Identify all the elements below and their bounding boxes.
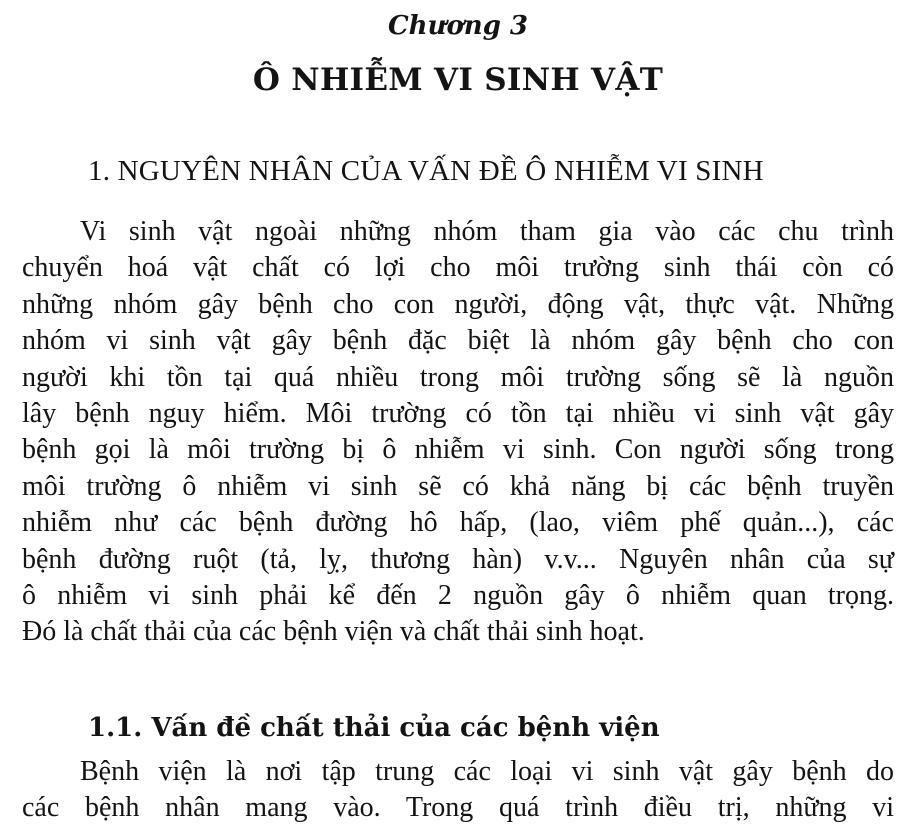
chapter-title: Ô NHIỄM VI SINH VẬT — [252, 62, 664, 98]
paragraph-line: nhóm vi sinh vật gây bệnh đặc biệt là nhóm gây bệnh cho con — [22, 325, 894, 357]
paragraph-line: ô nhiễm vi sinh phải kể đến 2 nguồn gây ô nhiễm quan trọng. — [22, 579, 894, 611]
paragraph-line: các bệnh nhân mang vào. Trong quá trình điều trị, những vi — [22, 792, 894, 824]
section-heading: 1. NGUYÊN NHÂN CỦA VẤN ĐỀ Ô NHIỄM VI SINH — [88, 155, 764, 187]
subsection-paragraph — [22, 754, 894, 827]
paragraph-line: lây bệnh nguy hiểm. Môi trường có tồn tại nhiều vi sinh vật gây — [22, 397, 894, 429]
paragraph-line: chuyển hoá vật chất có lợi cho môi trường sinh thái còn có — [22, 252, 894, 284]
paragraph-line: môi trường ô nhiễm vi sinh sẽ có khả năng bị các bệnh truyền — [22, 470, 894, 502]
paragraph-line: người khi tồn tại quá nhiều trong môi trường sống sẽ là nguồn — [22, 361, 894, 393]
paragraph-line: những nhóm gây bệnh cho con người, động vật, thực vật. Những — [22, 288, 894, 320]
section-paragraph — [22, 214, 894, 651]
paragraph-line: Đó là chất thải của các bệnh viện và chất thải sinh hoạt. — [22, 616, 645, 648]
subsection-heading: 1.1. Vấn đề chất thải của các bệnh viện — [88, 713, 660, 743]
paragraph-line: Vi sinh vật ngoài những nhóm tham gia vào các chu trình — [80, 216, 894, 247]
paragraph-line: Bệnh viện là nơi tập trung các loại vi sinh vật gây bệnh do — [80, 756, 894, 787]
paragraph-line: bệnh đường ruột (tả, lỵ, thương hàn) v.v... Nguyên nhân của sự — [22, 543, 894, 575]
paragraph-line: nhiễm như các bệnh đường hô hấp, (lao, viêm phế quản...), các — [22, 507, 894, 539]
paragraph-line: bệnh gọi là môi trường bị ô nhiễm vi sinh. Con người sống trong — [22, 434, 894, 466]
chapter-label: Chương 3 — [387, 11, 529, 41]
